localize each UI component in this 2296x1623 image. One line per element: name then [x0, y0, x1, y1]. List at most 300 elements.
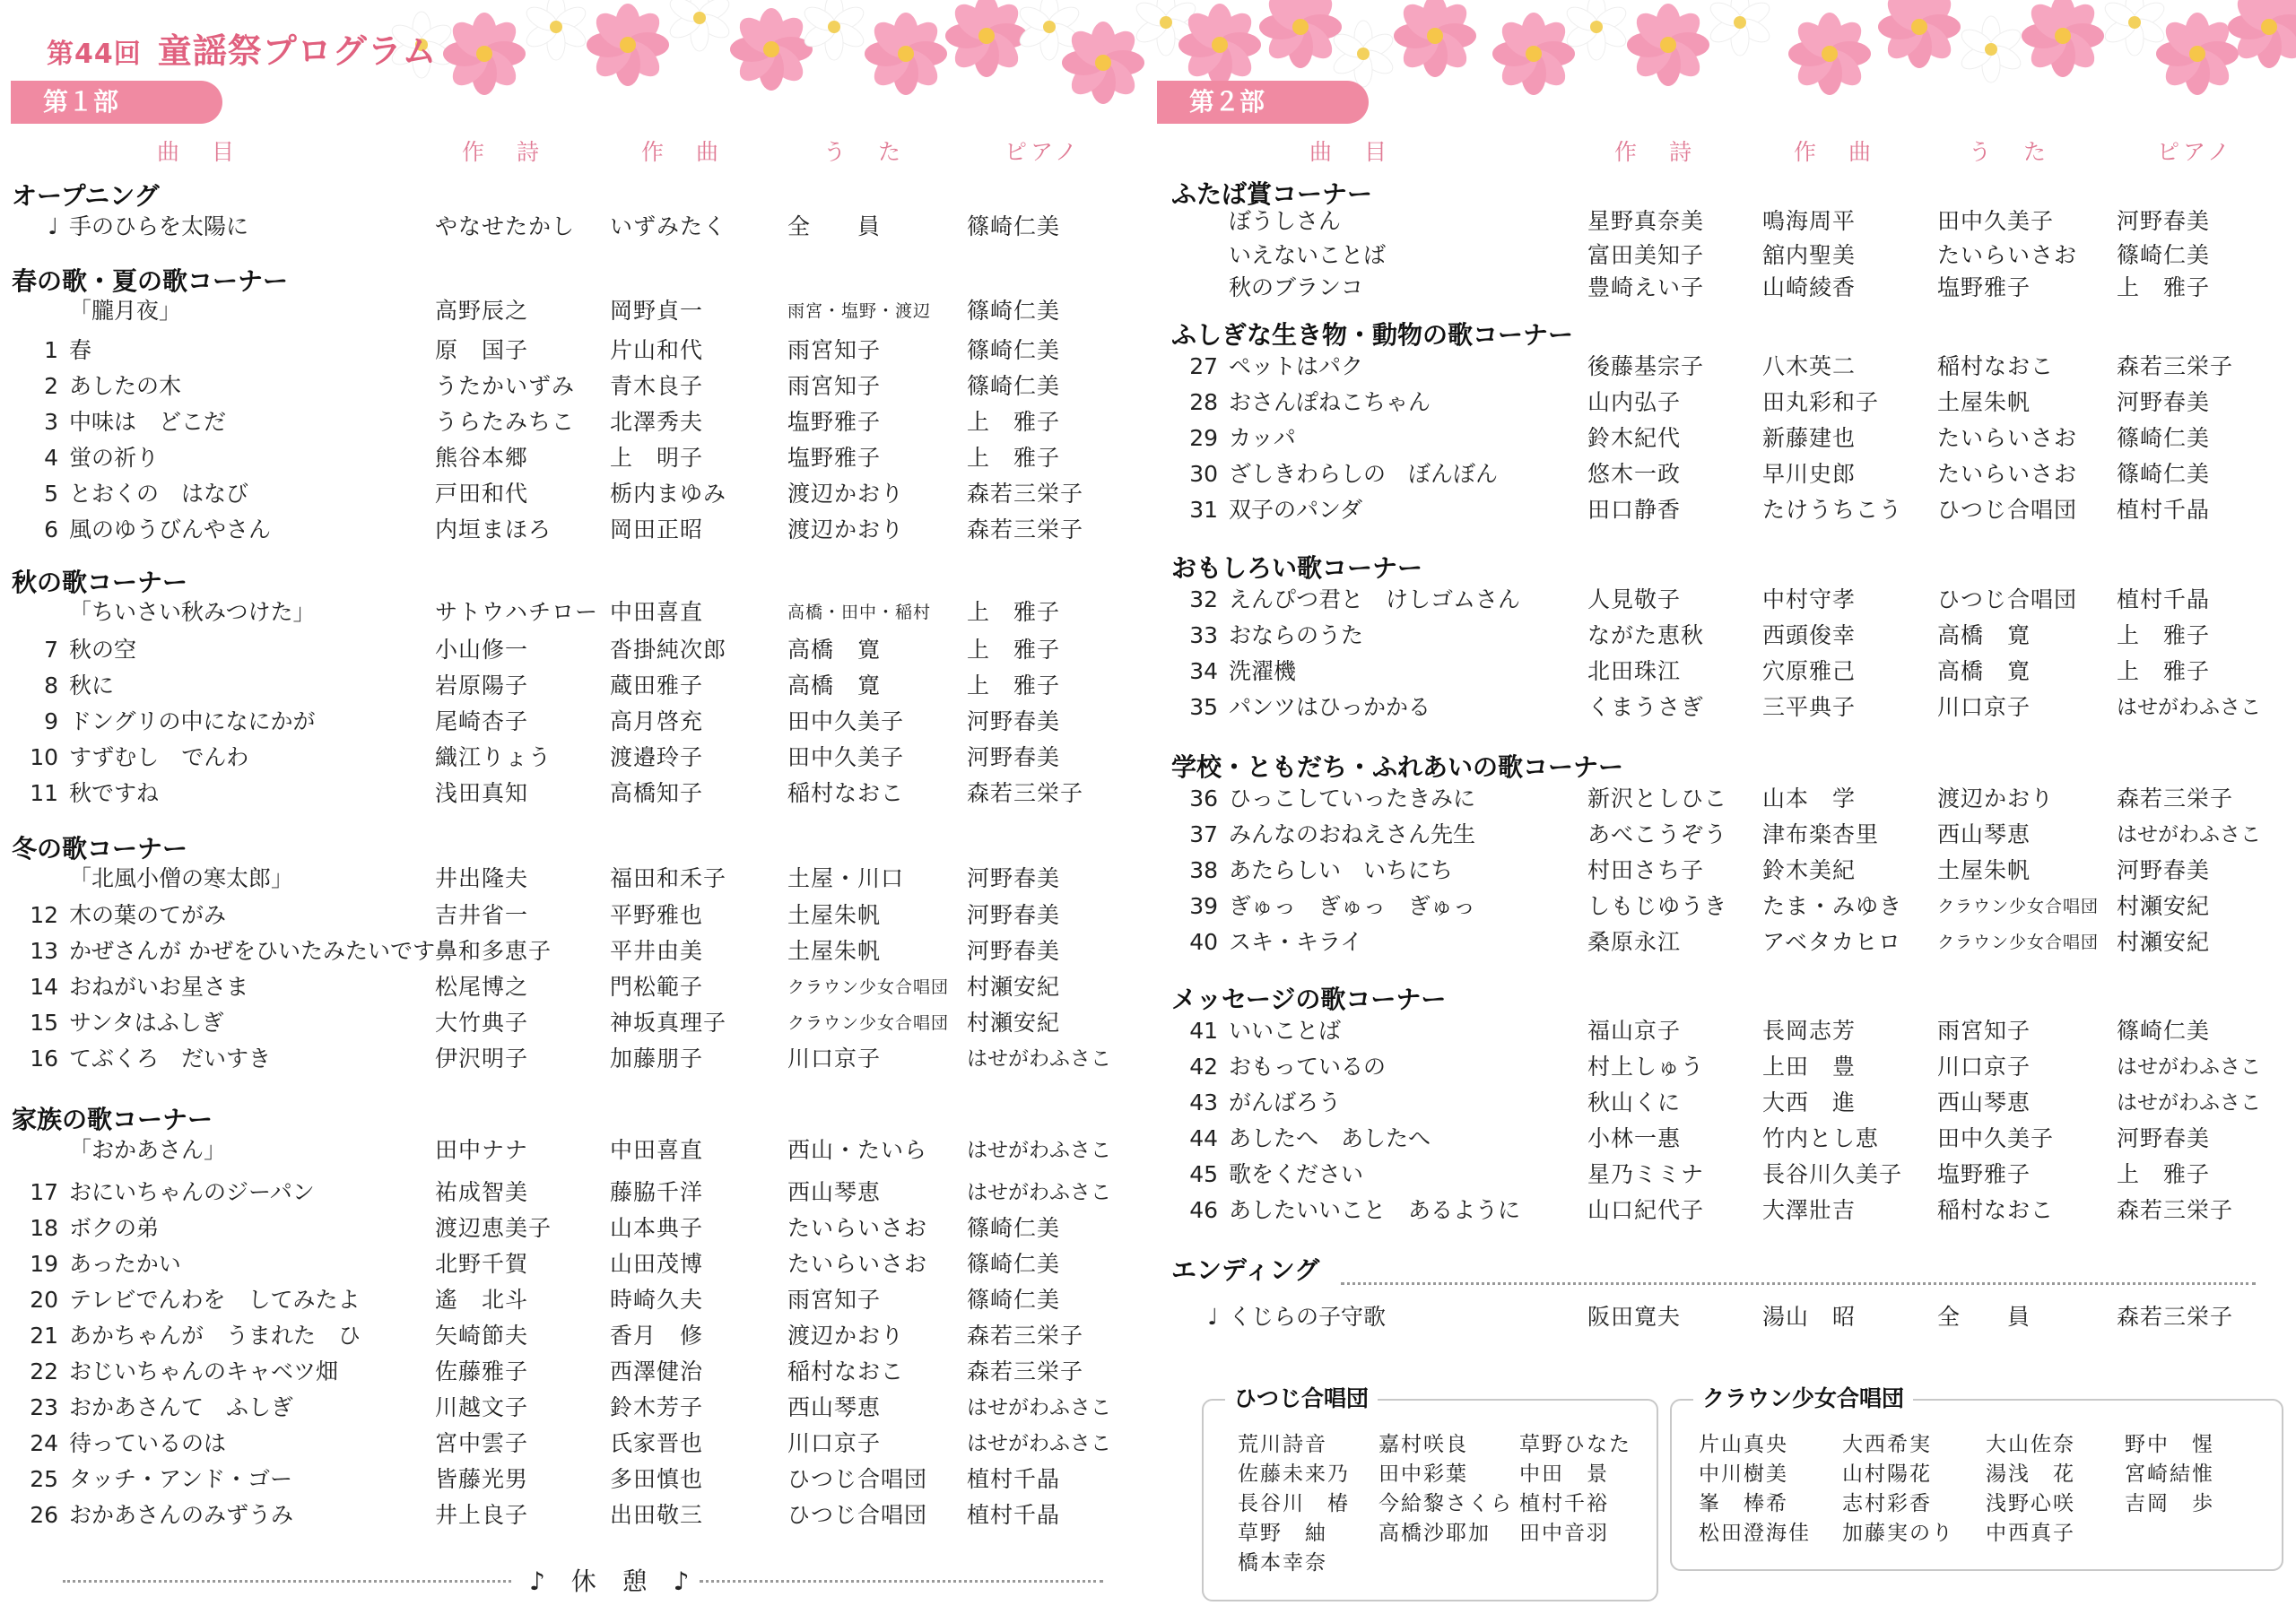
piano-cell: はせがわふさこ — [2117, 696, 2261, 719]
lyricist-cell: 星野真奈美 — [1587, 208, 1705, 234]
song-title — [1182, 350, 1363, 384]
song-name: あしたへ あしたへ — [1229, 1125, 1431, 1151]
choir-member: 湯浅 花 — [1986, 1462, 2075, 1486]
singer-cell: 田中久美子 — [1937, 208, 2055, 234]
piano-cell: 森若三栄子 — [967, 1358, 1084, 1384]
lyricist-cell: あべこうぞう — [1587, 821, 1728, 847]
lyricist-cell: 北田珠江 — [1587, 658, 1682, 684]
song-number: 31 — [1189, 497, 1218, 523]
composer-cell: 岡野貞一 — [610, 298, 704, 324]
composer-cell: 福田和禾子 — [610, 865, 727, 891]
lyricist-cell: うたかいずみ — [435, 373, 576, 399]
song-title — [1182, 690, 1431, 725]
choir-member: 中西真子 — [1986, 1522, 2075, 1545]
composer-cell: 北澤秀夫 — [610, 409, 704, 435]
song-number: 4 — [44, 445, 58, 471]
song-number: 22 — [30, 1358, 58, 1384]
song-title — [1182, 204, 1341, 239]
composer-cell: 香月 修 — [610, 1323, 704, 1349]
song-name: ざしきわらしの ぼんぼん — [1229, 461, 1499, 487]
singer-cell: 稲村なおこ — [1937, 353, 2055, 379]
lyricist-cell: 福山京子 — [1587, 1018, 1682, 1044]
lyricist-cell: 松尾博之 — [435, 974, 529, 1000]
singer-cell: 田中久美子 — [787, 744, 905, 770]
song-title — [1182, 493, 1362, 527]
song-number: 6 — [44, 516, 58, 542]
choir-member: 荒川詩音 — [1238, 1433, 1327, 1456]
program-row — [0, 655, 2296, 689]
lyricist-cell: 渡辺恵美子 — [435, 1215, 552, 1241]
song-number: 41 — [1189, 1018, 1218, 1044]
composer-cell: 西頭俊幸 — [1762, 622, 1857, 648]
song-name: いいことば — [1229, 1018, 1342, 1044]
song-name: ぎゅっ ぎゅっ ぎゅっ — [1229, 893, 1476, 919]
piano-cell: 上 雅子 — [967, 673, 1061, 699]
composer-cell: 高橋知子 — [610, 780, 704, 806]
piano-cell: 植村千晶 — [2117, 497, 2211, 523]
song-number: 26 — [30, 1502, 58, 1528]
song-number: 35 — [1189, 694, 1218, 720]
piano-cell: 篠崎仁美 — [2117, 1018, 2211, 1044]
col-header-song: 曲 目 — [1309, 139, 1399, 165]
song-number: 32 — [1189, 586, 1218, 612]
piano-cell: 上 雅子 — [2117, 1161, 2211, 1187]
song-number: 40 — [1189, 929, 1218, 955]
song-name: とおくの はなび — [69, 481, 249, 507]
song-title — [1182, 1122, 1431, 1156]
singer-cell: 高橋 寛 — [787, 637, 882, 663]
program-row — [0, 1355, 2296, 1389]
singer-cell: 高橋 寛 — [787, 673, 882, 699]
song-title — [1182, 1193, 1520, 1228]
composer-cell: 中村守孝 — [1762, 586, 1857, 612]
piano-cell: 篠崎仁美 — [967, 373, 1061, 399]
song-number: 7 — [44, 637, 58, 663]
song-number: 16 — [30, 1046, 58, 1072]
lyricist-cell: 川越文子 — [435, 1394, 529, 1420]
song-name: ぼうしさん — [1229, 208, 1342, 234]
song-name: みんなのおねえさん先生 — [1229, 821, 1476, 847]
song-name: おにいちゃんのジーパン — [69, 1179, 315, 1205]
song-number: 33 — [1189, 622, 1218, 648]
choir-member: 志村彩香 — [1842, 1492, 1932, 1515]
song-name: おかあさんて ふしぎ — [69, 1394, 294, 1420]
singer-cell: 全 員 — [1937, 1304, 2031, 1330]
composer-cell: 加藤朋子 — [610, 1046, 704, 1072]
lyricist-cell: 熊谷本郷 — [435, 445, 529, 471]
lyricist-cell: 阪田寛夫 — [1587, 1304, 1682, 1330]
song-number: 1 — [44, 337, 58, 363]
lyricist-cell: 桑原永江 — [1587, 929, 1682, 955]
lyricist-cell: 小林一惠 — [1587, 1125, 1682, 1151]
piano-cell: 森若三栄子 — [2117, 353, 2234, 379]
composer-cell: 新藤建也 — [1762, 425, 1857, 451]
song-name: スキ・キライ — [1229, 929, 1363, 955]
song-title — [1182, 1014, 1341, 1048]
song-name: 秋に — [69, 673, 115, 699]
program-row — [0, 1050, 2296, 1084]
intermission-label: ♪ 休 憩 ♪ — [529, 1567, 699, 1596]
song-name: おねがいお星さま — [69, 974, 249, 1000]
choir-member: 中川樹美 — [1699, 1462, 1788, 1486]
singer-cell: ひつじ合唱団 — [1937, 586, 2078, 612]
piano-cell: 河野春美 — [2117, 1125, 2211, 1151]
divider — [700, 1580, 1103, 1583]
lyricist-cell: 尾崎杏子 — [435, 708, 529, 734]
song-title — [22, 1498, 293, 1532]
song-title — [1182, 782, 1475, 816]
song-title — [22, 1247, 181, 1281]
composer-cell: 中田喜直 — [610, 1137, 704, 1163]
song-number: 36 — [1189, 785, 1218, 812]
song-name: 蛍の祈り — [69, 445, 160, 471]
piano-cell: 植村千晶 — [967, 1502, 1061, 1528]
song-title — [1182, 619, 1363, 653]
lyricist-cell: 遙 北斗 — [435, 1287, 529, 1313]
piano-cell: 森若三栄子 — [967, 516, 1084, 542]
section-title: 学校・ともだち・ふれあいの歌コーナー — [1171, 752, 1624, 782]
song-title — [1182, 854, 1453, 888]
choir-member: 宮崎結惟 — [2125, 1462, 2214, 1486]
composer-cell: 蔵田雅子 — [610, 673, 704, 699]
choir-member: 峯 棒希 — [1699, 1492, 1788, 1515]
lyricist-cell: 豊崎えい子 — [1587, 274, 1705, 300]
composer-cell: たま・みゆき — [1762, 893, 1903, 919]
song-title — [1182, 1300, 1386, 1334]
song-title — [1182, 1086, 1341, 1120]
piano-cell: 森若三栄子 — [2117, 1304, 2234, 1330]
song-number: 12 — [30, 902, 58, 928]
program-row — [0, 386, 2296, 420]
piano-cell: 河野春美 — [2117, 857, 2211, 883]
song-name: おもっているの — [1229, 1054, 1387, 1080]
song-number: 8 — [44, 673, 58, 699]
program-row — [0, 350, 2296, 384]
lyricist-cell: 人見敬子 — [1587, 586, 1682, 612]
choir-member: 田中彩葉 — [1378, 1462, 1468, 1486]
song-name: 春 — [69, 337, 92, 363]
program-row — [0, 854, 2296, 888]
lyricist-cell: 佐藤雅子 — [435, 1358, 529, 1384]
piano-cell: 河野春美 — [967, 938, 1061, 964]
singer-cell: クラウン少女合唱団 — [1937, 897, 2100, 916]
singer-cell: 雨宮知子 — [787, 337, 882, 363]
lyricist-cell: 織江りょう — [435, 744, 552, 770]
singer-cell: 雨宮知子 — [787, 373, 882, 399]
piano-cell: 篠崎仁美 — [967, 337, 1061, 363]
composer-cell: 山崎綾香 — [1762, 274, 1857, 300]
composer-cell: 氏家晋也 — [610, 1430, 704, 1456]
program-title-text: 童謡祭プログラム — [157, 31, 438, 71]
composer-cell: 山本 学 — [1762, 785, 1857, 812]
singer-cell: 塩野雅子 — [1937, 1161, 2031, 1187]
song-title — [1182, 655, 1296, 689]
song-number: 38 — [1189, 857, 1218, 883]
composer-cell: 青木良子 — [610, 373, 704, 399]
lyricist-cell: 田中ナナ — [435, 1137, 529, 1163]
intermission — [63, 1562, 1103, 1598]
song-title — [22, 1355, 338, 1389]
program-row — [0, 890, 2296, 924]
composer-cell: 長谷川久美子 — [1762, 1161, 1903, 1187]
composer-cell: 時崎久夫 — [610, 1287, 704, 1313]
lyricist-cell: くまうさぎ — [1587, 694, 1705, 720]
song-name: 「ちいさい秋みつけた」 — [69, 599, 316, 625]
piano-cell: 森若三栄子 — [967, 1323, 1084, 1349]
song-number: ♩ — [1207, 1304, 1218, 1330]
song-number: 24 — [30, 1430, 58, 1456]
choir-member: 今給黎さくら — [1378, 1492, 1513, 1515]
song-number: ♩ — [48, 213, 58, 239]
piano-cell: 村瀬安紀 — [2117, 893, 2211, 919]
song-name: あしたいいこと あるように — [1229, 1197, 1521, 1223]
song-name: おじいちゃんのキャベツ畑 — [69, 1358, 339, 1384]
singer-cell: 土屋朱帆 — [1937, 857, 2031, 883]
composer-cell: 竹内とし恵 — [1762, 1125, 1880, 1151]
composer-cell: アベタカヒロ — [1762, 929, 1902, 955]
song-number: 27 — [1189, 353, 1218, 379]
lyricist-cell: サトウハチロー — [435, 599, 599, 625]
song-number: 34 — [1189, 658, 1218, 684]
composer-cell: 舘内聖美 — [1762, 242, 1857, 268]
piano-cell: 篠崎仁美 — [2117, 242, 2211, 268]
song-name: タッチ・アンド・ゴー — [69, 1466, 293, 1492]
program-row — [0, 1193, 2296, 1228]
lyricist-cell: 後藤基宗子 — [1587, 353, 1705, 379]
choir-member: 橋本幸奈 — [1238, 1551, 1327, 1575]
choir-member: 加藤実のり — [1842, 1522, 1954, 1545]
hitsuji-choir-box — [1202, 1385, 1658, 1601]
composer-cell: いずみたく — [610, 213, 727, 239]
song-number: 21 — [30, 1323, 58, 1349]
piano-cell: はせがわふさこ — [967, 1139, 1111, 1162]
lyricist-cell: 北野千賀 — [435, 1251, 529, 1277]
song-name: 「おかあさん」 — [69, 1137, 227, 1163]
song-title — [1182, 271, 1363, 305]
piano-cell: 森若三栄子 — [2117, 1197, 2234, 1223]
choir-member: 草野 紬 — [1238, 1522, 1327, 1545]
composer-cell: 鈴木芳子 — [610, 1394, 704, 1420]
composer-cell: 出田敬三 — [610, 1502, 704, 1528]
choir-member: 山村陽花 — [1842, 1462, 1932, 1486]
composer-cell: 早川史郎 — [1762, 461, 1857, 487]
song-name: ひっこしていったきみに — [1229, 785, 1476, 812]
song-number: 20 — [30, 1287, 58, 1313]
song-name: サンタはふしぎ — [69, 1010, 224, 1036]
piano-cell: 篠崎仁美 — [967, 298, 1061, 324]
piano-cell: 河野春美 — [967, 902, 1061, 928]
singer-cell: 渡辺かおり — [1937, 785, 2055, 812]
song-number: 13 — [30, 938, 58, 964]
song-number: 43 — [1189, 1089, 1218, 1115]
singer-cell: 田中久美子 — [1937, 1125, 2055, 1151]
piano-cell: 河野春美 — [2117, 389, 2211, 415]
composer-cell: 中田喜直 — [610, 599, 704, 625]
composer-cell: 田丸彩和子 — [1762, 389, 1880, 415]
song-name: えんぴつ君と けしゴムさん — [1229, 586, 1521, 612]
composer-cell: 山本典子 — [610, 1215, 704, 1241]
song-name: 秋の空 — [69, 637, 137, 663]
lyricist-cell: 村上しゅう — [1587, 1054, 1705, 1080]
singer-cell: 土屋朱帆 — [787, 938, 882, 964]
piano-cell: 上 雅子 — [2117, 658, 2211, 684]
singer-cell: 稲村なおこ — [1937, 1197, 2055, 1223]
song-number: 25 — [30, 1466, 58, 1492]
composer-cell: 沓掛純次郎 — [610, 637, 727, 663]
program-row — [0, 457, 2296, 491]
song-name: 歌をください — [1229, 1161, 1364, 1187]
choir-member: 野中 惺 — [2125, 1433, 2214, 1456]
composer-cell: 岡田正昭 — [610, 516, 704, 542]
song-number: 9 — [44, 708, 58, 734]
program-row — [0, 1086, 2296, 1120]
singer-cell: 高橋 寛 — [1937, 658, 2031, 684]
piano-cell: 河野春美 — [967, 708, 1061, 734]
choir-member: 佐藤未来乃 — [1238, 1462, 1350, 1486]
piano-cell: 河野春美 — [967, 865, 1061, 891]
singer-cell: 土屋朱帆 — [787, 902, 882, 928]
lyricist-cell: 祐成智美 — [435, 1179, 529, 1205]
program-title — [47, 23, 437, 73]
section-title: エンディング — [1171, 1255, 1320, 1285]
choir-member: 松田澄海佳 — [1699, 1522, 1811, 1545]
song-number: 19 — [30, 1251, 58, 1277]
lyricist-cell: 岩原陽子 — [435, 673, 529, 699]
song-number: 39 — [1189, 893, 1218, 919]
singer-cell: 渡辺かおり — [787, 516, 905, 542]
song-number: 15 — [30, 1010, 58, 1036]
piano-cell: 上 雅子 — [2117, 622, 2211, 648]
program-row — [0, 1300, 2296, 1334]
col-header-lyricist: 作 詩 — [462, 139, 552, 165]
choir-member: 草野ひなた — [1519, 1433, 1631, 1456]
song-name: カッパ — [1229, 425, 1296, 451]
program-row — [0, 782, 2296, 816]
song-title — [1182, 457, 1498, 491]
singer-cell: たいらいさお — [1937, 461, 2078, 487]
piano-cell: 森若三栄子 — [2117, 785, 2234, 812]
song-name: 「北風小僧の寒太郎」 — [69, 865, 294, 891]
crown-choir-title: クラウン少女合唱団 — [1693, 1381, 1913, 1413]
divider — [63, 1580, 511, 1583]
singer-cell: 土屋朱帆 — [1937, 389, 2031, 415]
singer-cell: たいらいさお — [1937, 242, 2078, 268]
piano-cell: 上 雅子 — [2117, 274, 2211, 300]
lyricist-cell: 田口静香 — [1587, 497, 1682, 523]
lyricist-cell: 富田美知子 — [1587, 242, 1705, 268]
choir-member: 浅野心咲 — [1986, 1492, 2075, 1515]
song-name: 秋のブランコ — [1229, 274, 1364, 300]
program-row — [0, 818, 2296, 852]
singer-cell: 川口京子 — [1937, 1054, 2031, 1080]
program-row — [0, 1122, 2296, 1156]
program-row — [0, 690, 2296, 725]
lyricist-cell: 秋山くに — [1587, 1089, 1682, 1115]
song-name: ドングリの中になにかが — [69, 708, 316, 734]
singer-cell: 高橋 寛 — [1937, 622, 2031, 648]
piano-cell: 篠崎仁美 — [967, 1251, 1061, 1277]
composer-cell: 三平典子 — [1762, 694, 1857, 720]
col-header-composer: 作 曲 — [641, 139, 731, 165]
piano-cell: 森若三栄子 — [967, 481, 1084, 507]
song-number: 28 — [1189, 389, 1218, 415]
piano-cell: 上 雅子 — [967, 637, 1061, 663]
choir-member: 大西希実 — [1842, 1433, 1932, 1456]
song-name: あったかい — [69, 1251, 181, 1277]
song-title — [1182, 1050, 1386, 1084]
composer-cell: 藤脇千洋 — [610, 1179, 704, 1205]
piano-cell: 上 雅子 — [967, 445, 1061, 471]
composer-cell: 鳴海周平 — [1762, 208, 1857, 234]
composer-cell: 大澤壯吉 — [1762, 1197, 1857, 1223]
song-name: あかちゃんが うまれた ひ — [69, 1323, 361, 1349]
song-name: 秋ですね — [69, 780, 160, 806]
song-number: 3 — [44, 409, 58, 435]
lyricist-cell: 高野辰之 — [435, 298, 529, 324]
song-name: かぜさんが かぜをひいたみたいです — [69, 938, 435, 964]
song-number: 45 — [1189, 1161, 1218, 1187]
lyricist-cell: 吉井省一 — [435, 902, 529, 928]
singer-cell: たいらいさお — [787, 1215, 928, 1241]
lyricist-cell: 悠木一政 — [1587, 461, 1682, 487]
singer-cell: クラウン少女合唱団 — [787, 977, 950, 997]
section-title: 家族の歌コーナー — [12, 1105, 213, 1134]
lyricist-cell: 皆藤光男 — [435, 1466, 529, 1492]
section-title: 春の歌・夏の歌コーナー — [12, 266, 289, 296]
song-name: 洗濯機 — [1229, 658, 1297, 684]
choir-member: 吉岡 歩 — [2125, 1492, 2214, 1515]
singer-cell: ひつじ合唱団 — [1937, 497, 2078, 523]
piano-cell: 村瀬安紀 — [967, 1010, 1061, 1036]
composer-cell: 湯山 昭 — [1762, 1304, 1857, 1330]
song-number: 46 — [1189, 1197, 1218, 1223]
lyricist-cell: やなせたかし — [435, 213, 576, 239]
composer-cell: 高月啓充 — [610, 708, 704, 734]
composer-cell: 大西 進 — [1762, 1089, 1857, 1115]
singer-cell: たいらいさお — [787, 1251, 928, 1277]
singer-cell: 川口京子 — [787, 1046, 882, 1072]
song-title — [22, 741, 248, 775]
singer-cell: 稲村なおこ — [787, 780, 905, 806]
piano-cell: 植村千晶 — [967, 1466, 1061, 1492]
composer-cell: 西澤健治 — [610, 1358, 704, 1384]
singer-cell: 田中久美子 — [787, 708, 905, 734]
program-row — [0, 493, 2296, 527]
col-header-composer: 作 曲 — [1794, 139, 1883, 165]
song-name: ペットはパク — [1229, 353, 1364, 379]
song-name: 双子のパンダ — [1229, 497, 1363, 523]
song-number: 11 — [30, 780, 58, 806]
section-title: おもしろい歌コーナー — [1171, 553, 1423, 583]
lyricist-cell: 伊沢明子 — [435, 1046, 529, 1072]
piano-cell: 篠崎仁美 — [967, 1215, 1061, 1241]
piano-cell: 篠崎仁美 — [967, 213, 1061, 239]
lyricist-cell: うらたみちこ — [435, 409, 576, 435]
composer-cell: 八木英二 — [1762, 353, 1857, 379]
piano-cell: 村瀬安紀 — [967, 974, 1061, 1000]
hitsuji-choir-title: ひつじ合唱団 — [1225, 1381, 1378, 1413]
song-name: おかあさんのみずうみ — [69, 1502, 294, 1528]
song-number: 14 — [30, 974, 58, 1000]
song-number: 42 — [1189, 1054, 1218, 1080]
song-name: てぶくろ だいすき — [69, 1046, 272, 1072]
lyricist-cell: 新沢としひこ — [1587, 785, 1728, 812]
lyricist-cell: 山口紀代子 — [1587, 1197, 1705, 1223]
song-name: 木の葉のてがみ — [69, 902, 227, 928]
crown-choir-box — [1670, 1385, 2283, 1571]
piano-cell: 植村千晶 — [2117, 586, 2211, 612]
piano-cell: 上 雅子 — [967, 409, 1061, 435]
